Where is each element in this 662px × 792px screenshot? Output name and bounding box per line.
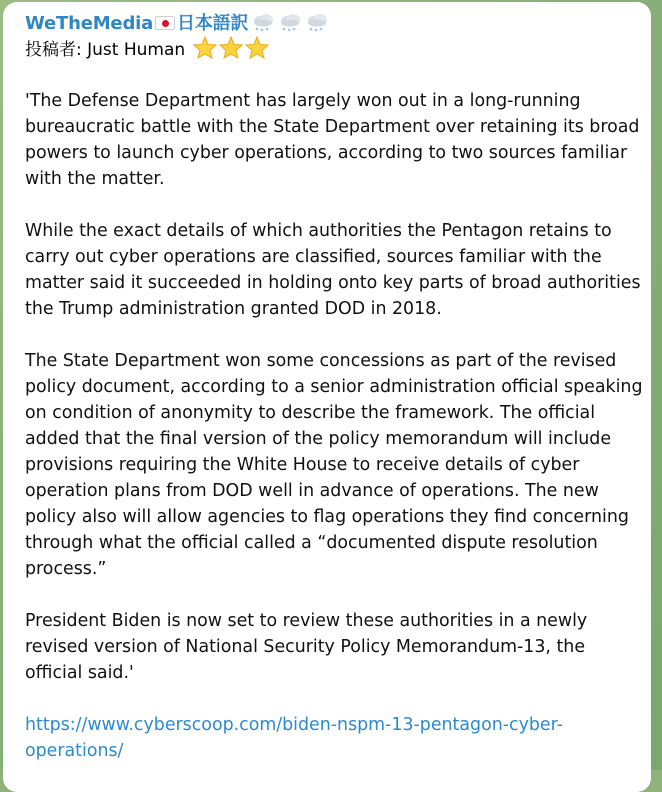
star-icon	[219, 36, 243, 66]
channel-header[interactable]	[25, 12, 637, 36]
message-paragraph: The State Department won some concessions as part of the revised policy document, according to a senior administration official speaking on condition of anonymity to describe the framework. The official added that the final version of the policy memorandum will include provisions requiring the White House to receive details of cyber operation plans from DOD well in advance of operations. The new policy also will allow agencies to flag operations they find concerning through what the official called a “documented dispute resolution process.”	[25, 351, 643, 579]
cloud-snow-icon	[251, 14, 275, 32]
channel-name[interactable]: WeTheMedia	[25, 13, 154, 34]
japan-flag-icon	[155, 16, 175, 30]
star-icon	[245, 36, 269, 66]
message-body	[25, 88, 645, 686]
cloud-snow-icon	[305, 14, 329, 32]
cloud-snow-icon	[278, 14, 302, 32]
message-paragraph: President Biden is now set to review these authorities in a newly revised version of National Security Policy Memorandum-13, the official said.'	[25, 611, 588, 683]
star-icon	[193, 36, 217, 66]
channel-suffix[interactable]: 日本語訳	[177, 13, 249, 34]
article-link[interactable]: https://www.cyberscoop.com/biden-nspm-13-pentagon-cyber-operations/	[25, 715, 563, 761]
message-paragraph: 'The Defense Department has largely won out in a long-running bureaucratic battle with the State Department over retaining its broad powers to launch cyber operations, according to two sources familiar with the matter.	[25, 91, 640, 189]
poster-line	[25, 36, 637, 64]
message-paragraph: While the exact details of which authorities the Pentagon retains to carry out cyber operations are classified, sources familiar with the matter said it succeeded in holding onto key parts of broad authorities the Trump administration granted DOD in 2018.	[25, 221, 641, 319]
poster-label: 投稿者: Just Human	[25, 40, 186, 60]
message-bubble	[3, 2, 651, 792]
